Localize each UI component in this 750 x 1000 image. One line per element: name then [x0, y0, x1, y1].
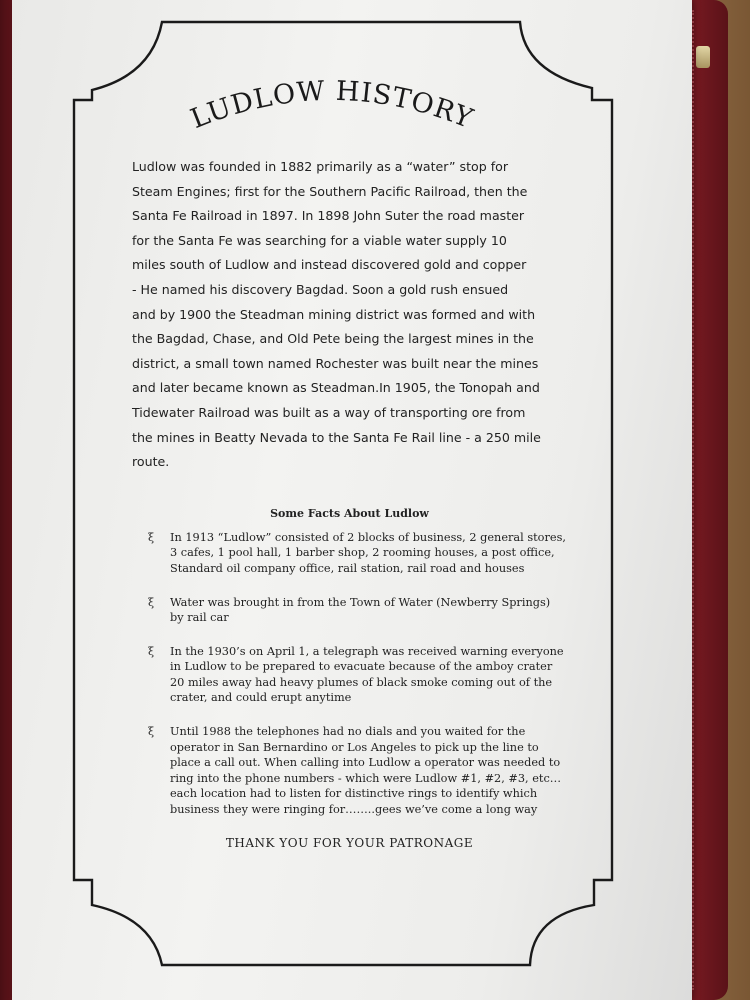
- history-paragraph: [132, 155, 567, 475]
- fact-text: In 1913 “Ludlow” consisted of 2 blocks of business, 2 general stores, 3 cafes, 1 pool hall, 1 barber shop, 2 rooming houses, a post office, Standard oil company office, rail station, rail road and houses: [170, 530, 566, 575]
- paragraph-line: Tidewater Railroad was built as a way of transporting ore from: [132, 404, 526, 420]
- bullet-icon: ξ: [148, 725, 155, 739]
- paragraph-line: Steam Engines; first for the Southern Pacific Railroad, then the: [132, 183, 528, 199]
- fact-text: Water was brought in from the Town of Water (Newberry Springs) by rail car: [170, 595, 551, 625]
- fact-text: Until 1988 the telephones had no dials and you waited for the operator in San Bernardino or Los Angeles to pick up the line to place a call out. When calling into Ludlow a operator was needed to ring into the phone numbers - which were Ludlow #1, #2, #3, etc…each location had to listen for distinctive rings to identify which business they were ringing for……..gees we’ve come a long way: [170, 725, 562, 817]
- binder-stitching: [692, 10, 694, 990]
- fact-item: [132, 724, 567, 818]
- facts-list: [132, 530, 567, 818]
- bullet-icon: ξ: [148, 595, 155, 609]
- binder-rivet: [696, 46, 710, 68]
- paragraph-line: route.: [132, 454, 170, 470]
- paragraph-line: Santa Fe Railroad in 1897. In 1898 John Suter the road master: [132, 208, 525, 224]
- paragraph-line: district, a small town named Rochester was built near the mines: [132, 355, 539, 371]
- fact-item: [132, 595, 567, 626]
- paragraph-line: the mines in Beatty Nevada to the Santa Fe Rail line - a 250 mile: [132, 429, 541, 445]
- fact-item: [132, 530, 567, 577]
- paragraph-line: and by 1900 the Steadman mining district was formed and with: [132, 306, 536, 322]
- bullet-icon: ξ: [148, 530, 155, 544]
- fact-text: In the 1930’s on April 1, a telegraph was received warning everyone in Ludlow to be prepared to evacuate because of the amboy crater 20 miles away had heavy plumes of black smoke coming out of the crater, and could erupt anytime: [170, 644, 564, 705]
- content-area: [132, 155, 567, 850]
- page-title: LUDLOW HISTORY: [186, 75, 478, 136]
- paragraph-line: and later became known as Steadman.In 1905, the Tonopah and: [132, 380, 540, 396]
- fact-item: [132, 644, 567, 706]
- paragraph-line: Ludlow was founded in 1882 primarily as a “water” stop for: [132, 159, 509, 174]
- paragraph-line: for the Santa Fe was searching for a viable water supply 10: [132, 232, 507, 248]
- bullet-icon: ξ: [148, 644, 155, 658]
- paragraph-line: - He named his discovery Bagdad. Soon a gold rush ensued: [132, 281, 509, 297]
- menu-page: [12, 0, 692, 1000]
- paragraph-line: the Bagdad, Chase, and Old Pete being the largest mines in the: [132, 331, 534, 347]
- thank-you-footer: THANK YOU FOR YOUR PATRONAGE: [225, 835, 474, 850]
- facts-heading: Some Facts About Ludlow: [270, 506, 429, 520]
- paragraph-line: miles south of Ludlow and instead discovered gold and copper: [132, 257, 527, 273]
- title-arc: [162, 70, 502, 140]
